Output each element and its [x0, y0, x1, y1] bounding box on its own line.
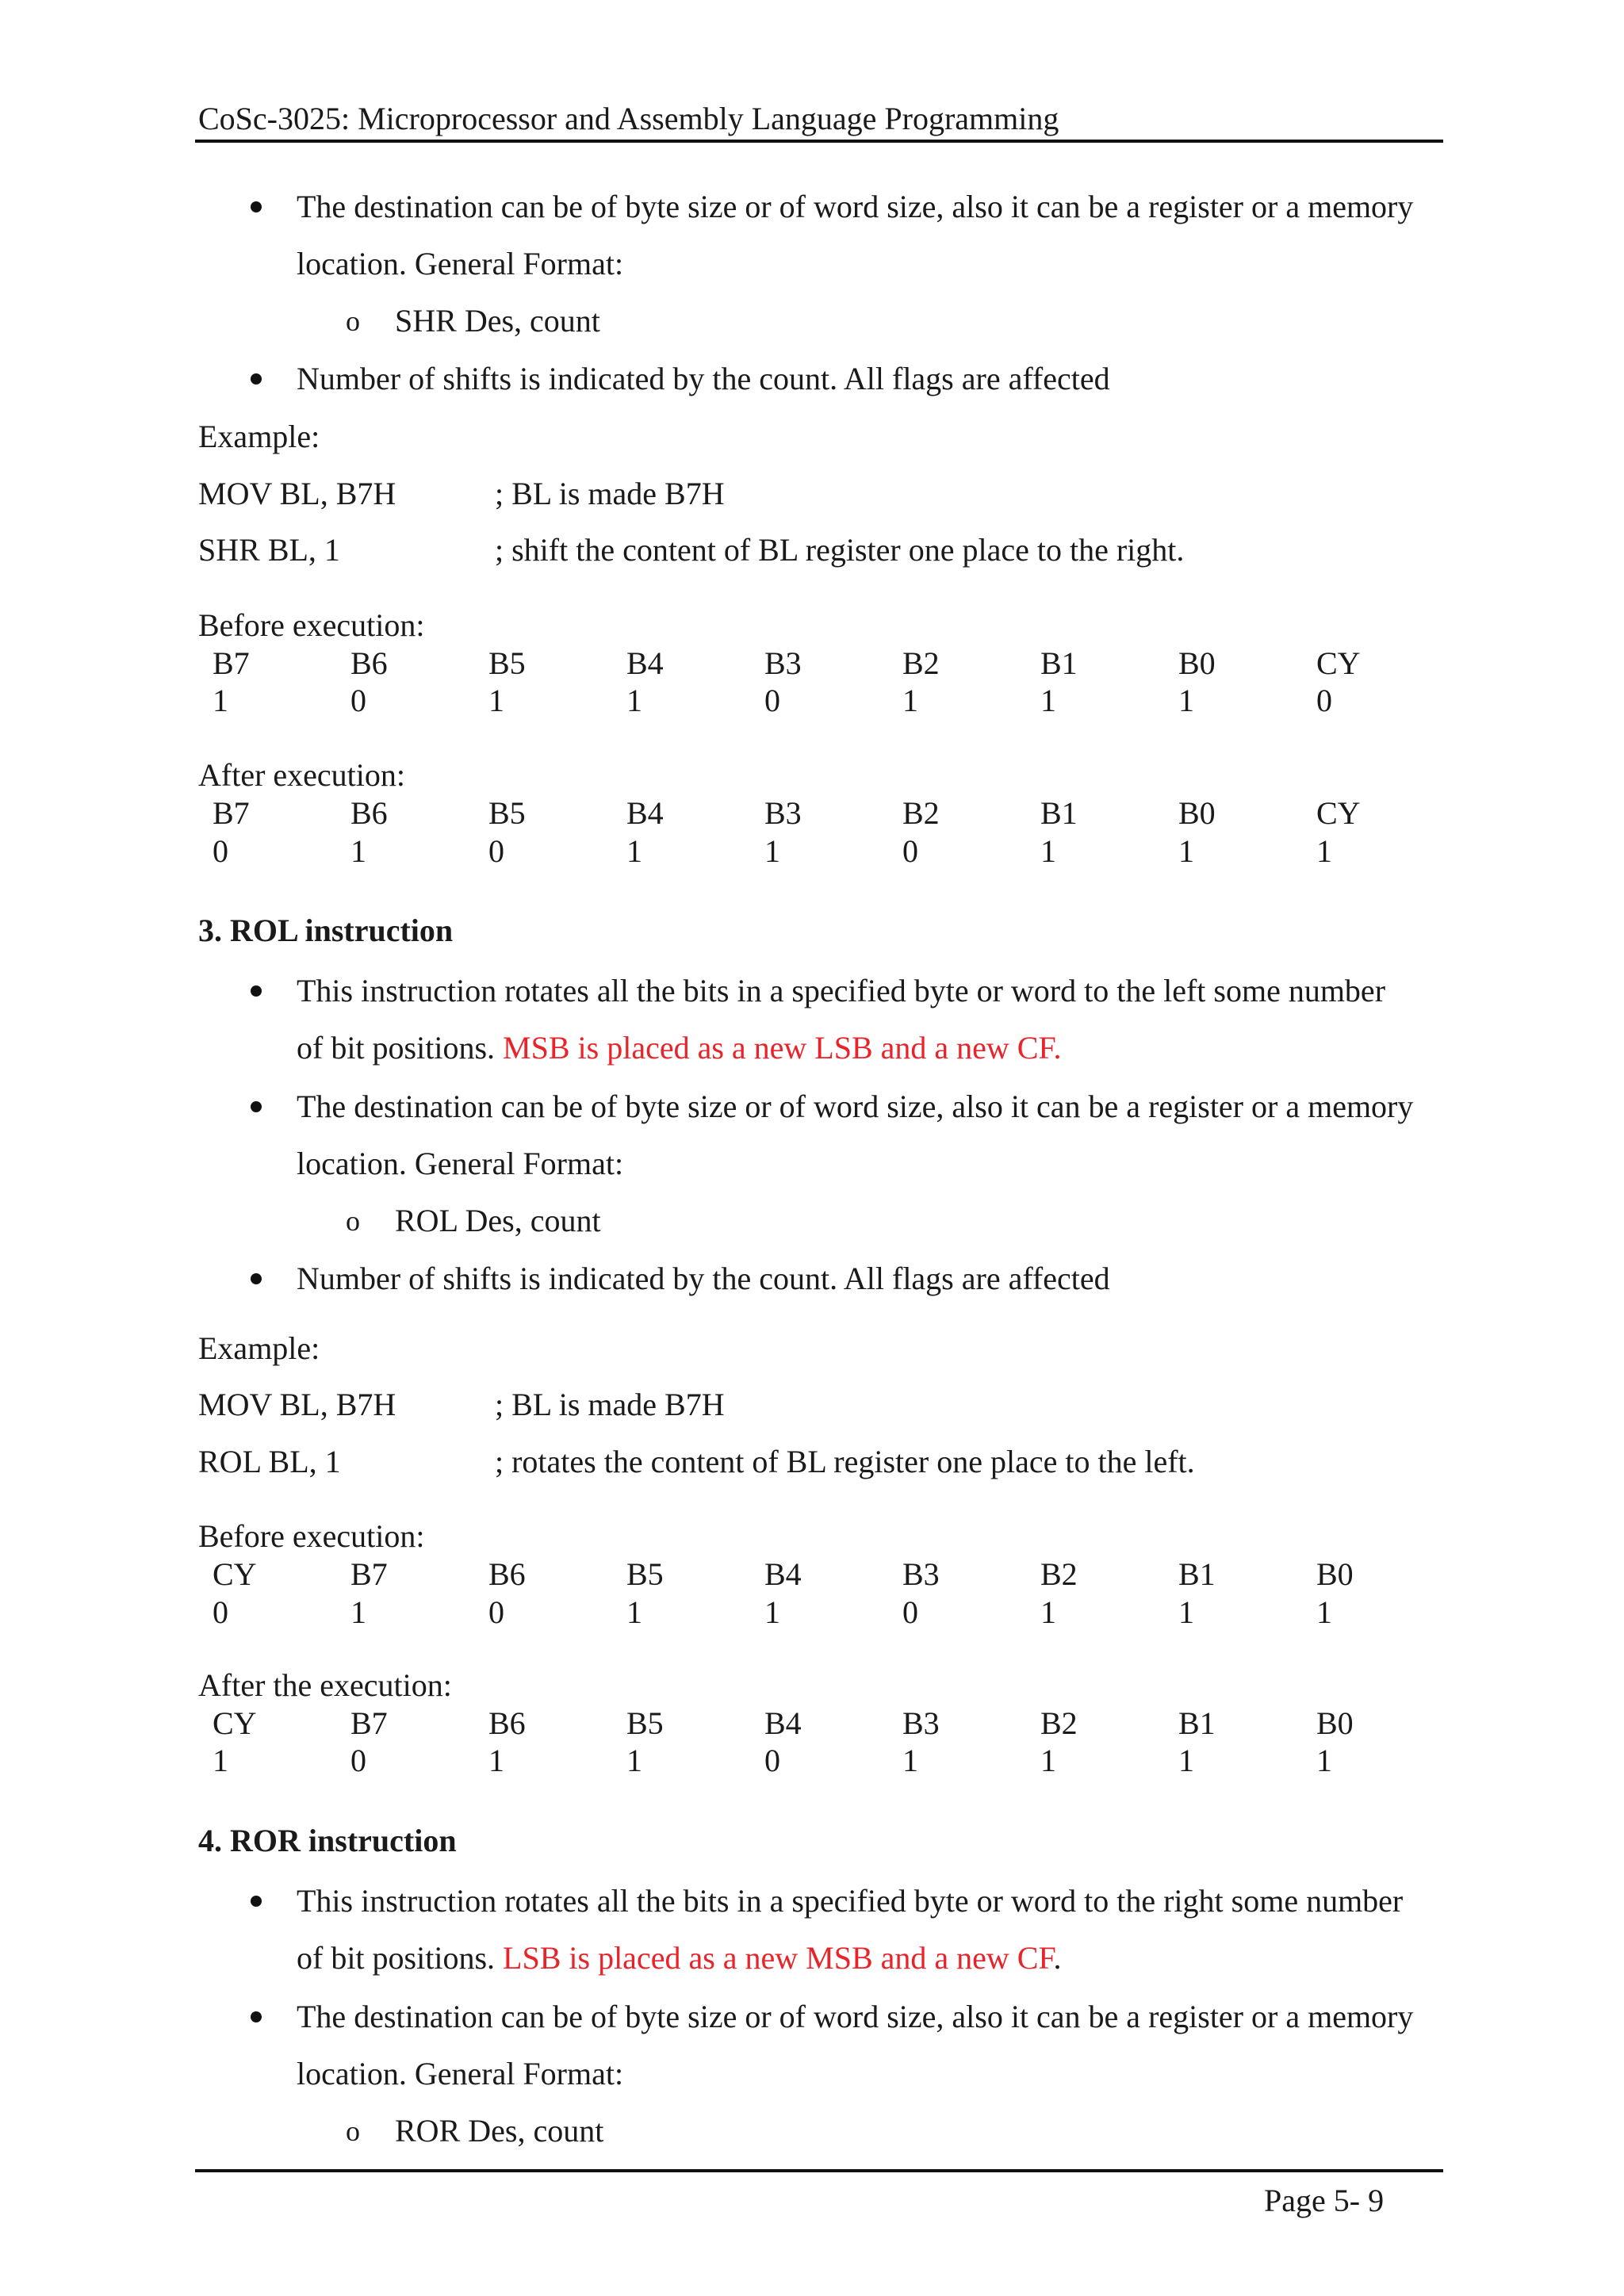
shr-before-value-cy: 0	[1316, 683, 1332, 718]
shr-before-header-b7: B7	[213, 645, 250, 681]
ror-bullet2-line1: The destination can be of byte size or of word size, also it can be a register or a memory	[297, 1999, 1414, 2034]
ror-highlight-text: LSB is placed as a new MSB and a new CF	[503, 1940, 1054, 1976]
rol-code-instr-2: ROL BL, 1	[198, 1444, 341, 1479]
shr-before-header-cy: CY	[1316, 645, 1361, 681]
shr-before-value-b1: 1	[1040, 683, 1056, 718]
header-rule	[195, 140, 1443, 143]
rol-after-value-b6: 1	[488, 1743, 504, 1778]
rol-bullet1-line2: of bit positions. MSB is placed as a new LSB and a new CF.	[297, 1030, 1062, 1066]
shr-after-header-b6: B6	[350, 795, 388, 831]
rol-bullet3: Number of shifts is indicated by the count. All flags are affected	[297, 1261, 1110, 1296]
shr-after-value-b4: 1	[626, 833, 642, 869]
rol-before-label: Before execution:	[198, 1518, 425, 1554]
ror-bullet2-line2: location. General Format:	[297, 2056, 624, 2091]
rol-before-header-cy: CY	[213, 1556, 257, 1592]
shr-example-label: Example:	[198, 419, 320, 454]
rol-after-header-b3: B3	[902, 1705, 940, 1741]
shr-before-header-b4: B4	[626, 645, 664, 681]
shr-after-header-b1: B1	[1040, 795, 1078, 831]
rol-after-label: After the execution:	[198, 1667, 452, 1703]
shr-after-value-b6: 1	[350, 833, 366, 869]
shr-before-value-b2: 1	[902, 683, 918, 718]
rol-before-header-b0: B0	[1316, 1556, 1354, 1592]
bullet-icon	[251, 1896, 262, 1907]
shr-after-header-b3: B3	[764, 795, 802, 831]
rol-before-header-b4: B4	[764, 1556, 802, 1592]
footer-rule	[195, 2169, 1443, 2172]
shr-before-value-b3: 0	[764, 683, 780, 718]
circle-bullet-icon: o	[346, 1205, 360, 1237]
rol-after-value-b3: 1	[902, 1743, 918, 1778]
bullet-icon	[251, 201, 262, 212]
shr-after-value-b1: 1	[1040, 833, 1056, 869]
page-number: Page 5- 9	[1264, 2183, 1385, 2218]
rol-after-value-b0: 1	[1316, 1743, 1332, 1778]
rol-after-header-b2: B2	[1040, 1705, 1078, 1741]
shr-bullet2: Number of shifts is indicated by the count. All flags are affected	[297, 361, 1110, 396]
shr-code-instr-1: MOV BL, B7H	[198, 476, 396, 511]
shr-format: SHR Des, count	[395, 303, 600, 339]
rol-after-header-b0: B0	[1316, 1705, 1354, 1741]
rol-after-value-b4: 0	[764, 1743, 780, 1778]
shr-code-comment-1: ; BL is made B7H	[495, 476, 725, 511]
shr-after-header-b5: B5	[488, 795, 526, 831]
shr-after-value-b3: 1	[764, 833, 780, 869]
shr-before-header-b1: B1	[1040, 645, 1078, 681]
rol-bullet1-line1: This instruction rotates all the bits in a specified byte or word to the left some number	[297, 973, 1386, 1008]
ror-heading: 4. ROR instruction	[198, 1823, 457, 1858]
shr-after-header-b7: B7	[213, 795, 250, 831]
rol-before-header-b2: B2	[1040, 1556, 1078, 1592]
rol-code-instr-1: MOV BL, B7H	[198, 1387, 396, 1422]
ror-format: ROR Des, count	[395, 2113, 604, 2149]
bullet-icon	[251, 1101, 262, 1112]
rol-before-value-b0: 1	[1316, 1594, 1332, 1630]
shr-after-header-cy: CY	[1316, 795, 1361, 831]
shr-after-label: After execution:	[198, 757, 405, 793]
rol-after-value-b5: 1	[626, 1743, 642, 1778]
rol-after-header-b1: B1	[1178, 1705, 1216, 1741]
rol-after-value-b1: 1	[1178, 1743, 1194, 1778]
rol-before-value-b7: 1	[350, 1594, 366, 1630]
shr-before-header-b3: B3	[764, 645, 802, 681]
rol-before-header-b1: B1	[1178, 1556, 1216, 1592]
page-header-title: CoSc-3025: Microprocessor and Assembly Language Programming	[198, 101, 1059, 136]
rol-format: ROL Des, count	[395, 1203, 601, 1238]
shr-before-value-b7: 1	[213, 683, 228, 718]
shr-after-header-b0: B0	[1178, 795, 1216, 831]
shr-after-value-b2: 0	[902, 833, 918, 869]
shr-before-value-b5: 1	[488, 683, 504, 718]
rol-code-comment-1: ; BL is made B7H	[495, 1387, 725, 1422]
shr-before-value-b0: 1	[1178, 683, 1194, 718]
rol-before-value-b2: 1	[1040, 1594, 1056, 1630]
shr-after-value-b5: 0	[488, 833, 504, 869]
rol-after-header-b6: B6	[488, 1705, 526, 1741]
rol-before-value-cy: 0	[213, 1594, 228, 1630]
rol-after-value-b2: 1	[1040, 1743, 1056, 1778]
rol-before-value-b3: 0	[902, 1594, 918, 1630]
shr-bullet1-line1: The destination can be of byte size or of word size, also it can be a register or a memory	[297, 189, 1414, 224]
shr-after-header-b4: B4	[626, 795, 664, 831]
rol-before-value-b5: 1	[626, 1594, 642, 1630]
bullet-icon	[251, 1273, 262, 1284]
shr-after-value-cy: 1	[1316, 833, 1332, 869]
ror-bullet1-line1: This instruction rotates all the bits in a specified byte or word to the right some number	[297, 1883, 1404, 1919]
rol-heading: 3. ROL instruction	[198, 913, 454, 948]
rol-after-header-cy: CY	[213, 1705, 257, 1741]
shr-code-instr-2: SHR BL, 1	[198, 532, 340, 568]
rol-before-header-b3: B3	[902, 1556, 940, 1592]
circle-bullet-icon: o	[346, 305, 360, 337]
rol-highlight-text: MSB is placed as a new LSB and a new CF.	[503, 1030, 1062, 1066]
shr-before-header-b6: B6	[350, 645, 388, 681]
rol-after-header-b5: B5	[626, 1705, 664, 1741]
rol-after-value-b7: 0	[350, 1743, 366, 1778]
shr-before-value-b4: 1	[626, 683, 642, 718]
rol-before-header-b7: B7	[350, 1556, 388, 1592]
shr-after-value-b0: 1	[1178, 833, 1194, 869]
shr-before-header-b2: B2	[902, 645, 940, 681]
shr-before-header-b5: B5	[488, 645, 526, 681]
rol-bullet2-line2: location. General Format:	[297, 1146, 624, 1181]
rol-before-value-b4: 1	[764, 1594, 780, 1630]
rol-code-comment-2: ; rotates the content of BL register one place to the left.	[495, 1444, 1195, 1479]
rol-example-label: Example:	[198, 1330, 320, 1366]
shr-code-comment-2: ; shift the content of BL register one place to the right.	[495, 532, 1185, 568]
rol-before-header-b6: B6	[488, 1556, 526, 1592]
bullet-icon	[251, 2011, 262, 2022]
shr-before-header-b0: B0	[1178, 645, 1216, 681]
circle-bullet-icon: o	[346, 2115, 360, 2147]
rol-before-header-b5: B5	[626, 1556, 664, 1592]
rol-before-value-b6: 0	[488, 1594, 504, 1630]
shr-before-value-b6: 0	[350, 683, 366, 718]
rol-bullet2-line1: The destination can be of byte size or of word size, also it can be a register or a memory	[297, 1089, 1414, 1124]
rol-after-header-b7: B7	[350, 1705, 388, 1741]
shr-bullet1-line2: location. General Format:	[297, 246, 624, 281]
ror-bullet1-line2: of bit positions. LSB is placed as a new MSB and a new CF.	[297, 1940, 1062, 1976]
bullet-icon	[251, 373, 262, 385]
shr-before-label: Before execution:	[198, 607, 425, 643]
rol-before-value-b1: 1	[1178, 1594, 1194, 1630]
rol-after-header-b4: B4	[764, 1705, 802, 1741]
rol-after-value-cy: 1	[213, 1743, 228, 1778]
bullet-icon	[251, 985, 262, 997]
shr-after-header-b2: B2	[902, 795, 940, 831]
shr-after-value-b7: 0	[213, 833, 228, 869]
